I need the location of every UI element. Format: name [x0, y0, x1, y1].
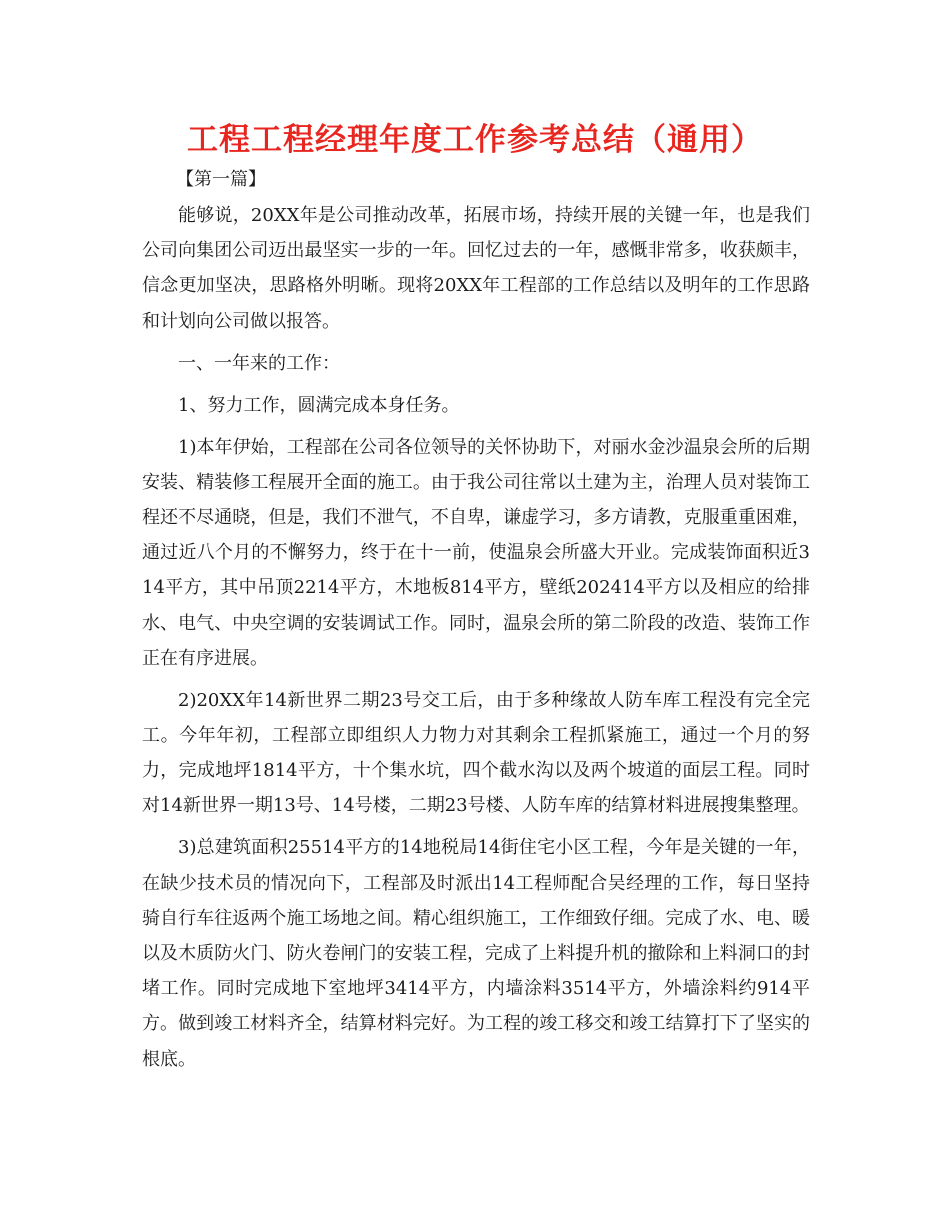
- paragraph-item-1: 1)本年伊始，工程部在公司各位领导的关怀协助下，对丽水金沙温泉会所的后期安装、精装修工程展开全面的施工。由于我公司往常以土建为主，治理人员对装饰工程还不尽通晓，但是，我们不泄气，不自卑，谦虚学习，多方请教，克服重重困难，通过近八个月的不懈努力，终于在十一前，使温泉会所盛大开业。完成装饰面积近314平方，其中吊顶2214平方，木地板814平方，壁纸202414平方以及相应的给排水、电气、中央空调的安装调试工作。同时，温泉会所的第二阶段的改造、装饰工作正在有序进展。: [142, 436, 810, 669]
- heading-year-work: 一、一年来的工作：: [178, 352, 340, 374]
- paragraph-item-2: 2)20XX年14新世界二期23号交工后，由于多种缘故人防车库工程没有完全完工。今年年初，工程部立即组织人力物力对其剩余工程抓紧施工，通过一个月的努力，完成地坪1814平方，十个集水坑，四个截水沟以及两个坡道的面层工程。同时对14新世界一期13号、14号楼，二期23号楼、人防车库的结算材料进展搜集整理。: [142, 689, 810, 817]
- paragraph-intro: 能够说，20XX年是公司推动改革，拓展市场，持续开展的关键一年，也是我们公司向集团公司迈出最坚实一步的一年。回忆过去的一年，感慨非常多，收获颇丰，信念更加坚决，思路格外明晰。现将20XX年工程部的工作总结以及明年的工作思路和计划向公司做以报答。: [142, 205, 810, 332]
- heading-task-completion: 1、努力工作，圆满完成本身任务。: [178, 394, 460, 416]
- paragraph-item-3: 3)总建筑面积25514平方的14地税局14街住宅小区工程，今年是关键的一年，在缺少技术员的情况向下，工程部及时派出14工程师配合吴经理的工作，每日坚持骑自行车往返两个施工场地之间。精心组织施工，工作细致仔细。完成了水、电、暖以及木质防火门、防火卷闸门的安装工程，完成了上料提升机的撤除和上料洞口的封堵工作。同时完成地下室地坪3414平方，内墙涂料3514平方，外墙涂料约914平方。做到竣工材料齐全，结算材料完好。为工程的竣工移交和竣工结算打下了坚实的根底。: [142, 837, 810, 1070]
- section-label: 【第一篇】: [176, 169, 266, 190]
- document-body: [142, 198, 810, 1084]
- document-title: 工程工程经理年度工作参考总结（通用）: [187, 122, 763, 158]
